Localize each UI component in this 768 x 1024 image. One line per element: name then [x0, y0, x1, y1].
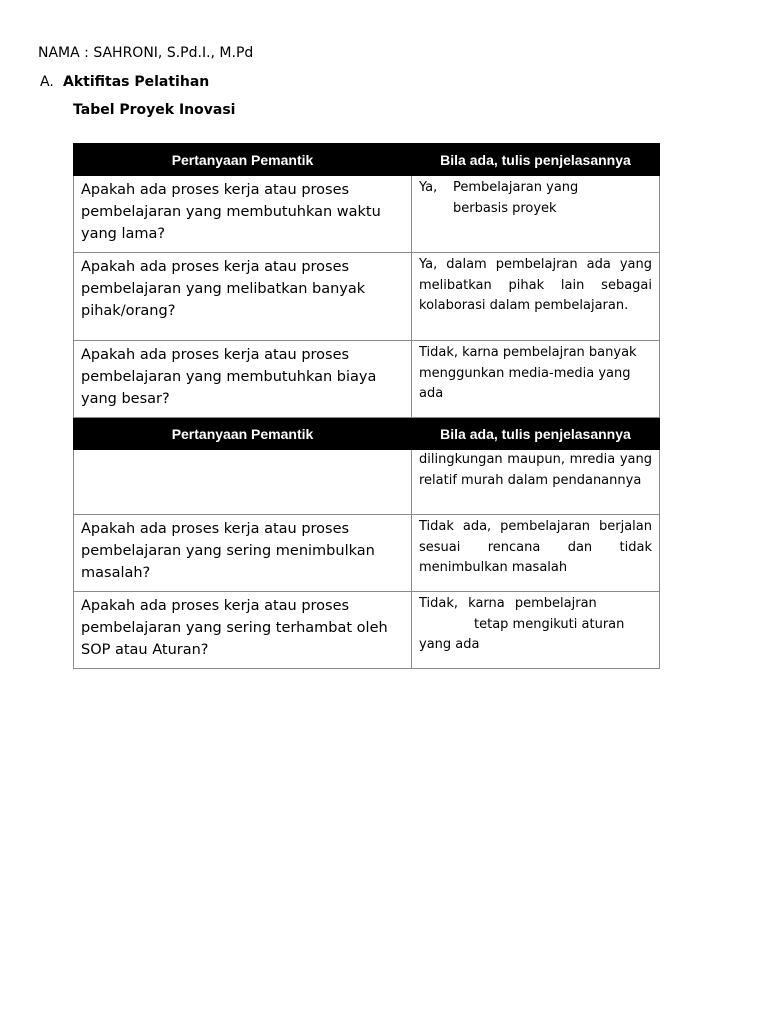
answer-cell: Ya, dalam pembelajran ada yang melibatkan pihak lain sebagai kolaborasi dalam pembelajaran. [412, 253, 660, 341]
answer-text: Pembelajaran yang [453, 180, 579, 195]
table-row [74, 450, 660, 515]
header-explanation: Bila ada, tulis penjelasannya [412, 144, 660, 176]
table-header-row-repeat [74, 418, 660, 450]
question-cell: Apakah ada proses kerja atau proses pembelajaran yang melibatkan banyak pihak/orang? [74, 253, 412, 341]
section-letter: A. [40, 74, 54, 90]
answer-text: tetap mengikuti aturan [474, 616, 625, 632]
header-explanation: Bila ada, tulis penjelasannya [412, 418, 660, 450]
question-cell: Apakah ada proses kerja atau proses pembelajaran yang membutuhkan biaya yang besar? [74, 341, 412, 418]
header-question: Pertanyaan Pemantik [74, 144, 412, 176]
answer-lead: Ya, [419, 180, 438, 195]
answer-cell [412, 592, 660, 669]
answer-continuation: berbasis proyek [453, 200, 557, 216]
answer-cell: dilingkungan maupun, mredia yang relatif murah dalam pendanannya [412, 450, 660, 515]
table-row [74, 592, 660, 669]
table-row [74, 253, 660, 341]
table-row [74, 341, 660, 418]
header-question: Pertanyaan Pemantik [74, 418, 412, 450]
question-cell: Apakah ada proses kerja atau proses pembelajaran yang membutuhkan waktu yang lama? [74, 176, 412, 253]
table-row [74, 176, 660, 253]
question-cell: Apakah ada proses kerja atau proses pembelajaran yang sering terhambat oleh SOP atau Aturan? [74, 592, 412, 669]
answer-cell: Tidak ada, pembelajaran berjalan sesuai rencana dan tidak menimbulkan masalah [412, 515, 660, 592]
answer-cell [412, 176, 660, 253]
section-title: Aktifitas Pelatihan [63, 74, 210, 90]
answer-cell: Tidak, karna pembelajran banyak menggunkan media-media yang ada [412, 341, 660, 418]
answer-lead: Tidak, karna pembelajran [419, 596, 597, 611]
answer-continuation: yang ada [419, 637, 480, 652]
innovation-project-table [73, 143, 660, 669]
question-cell: Apakah ada proses kerja atau proses pembelajaran yang sering menimbulkan masalah? [74, 515, 412, 592]
table-header-row [74, 144, 660, 176]
table-row [74, 515, 660, 592]
table-title: Tabel Proyek Inovasi [73, 102, 236, 118]
question-cell-empty [74, 450, 412, 515]
author-name-line: NAMA : SAHRONI, S.Pd.I., M.Pd [38, 45, 254, 61]
